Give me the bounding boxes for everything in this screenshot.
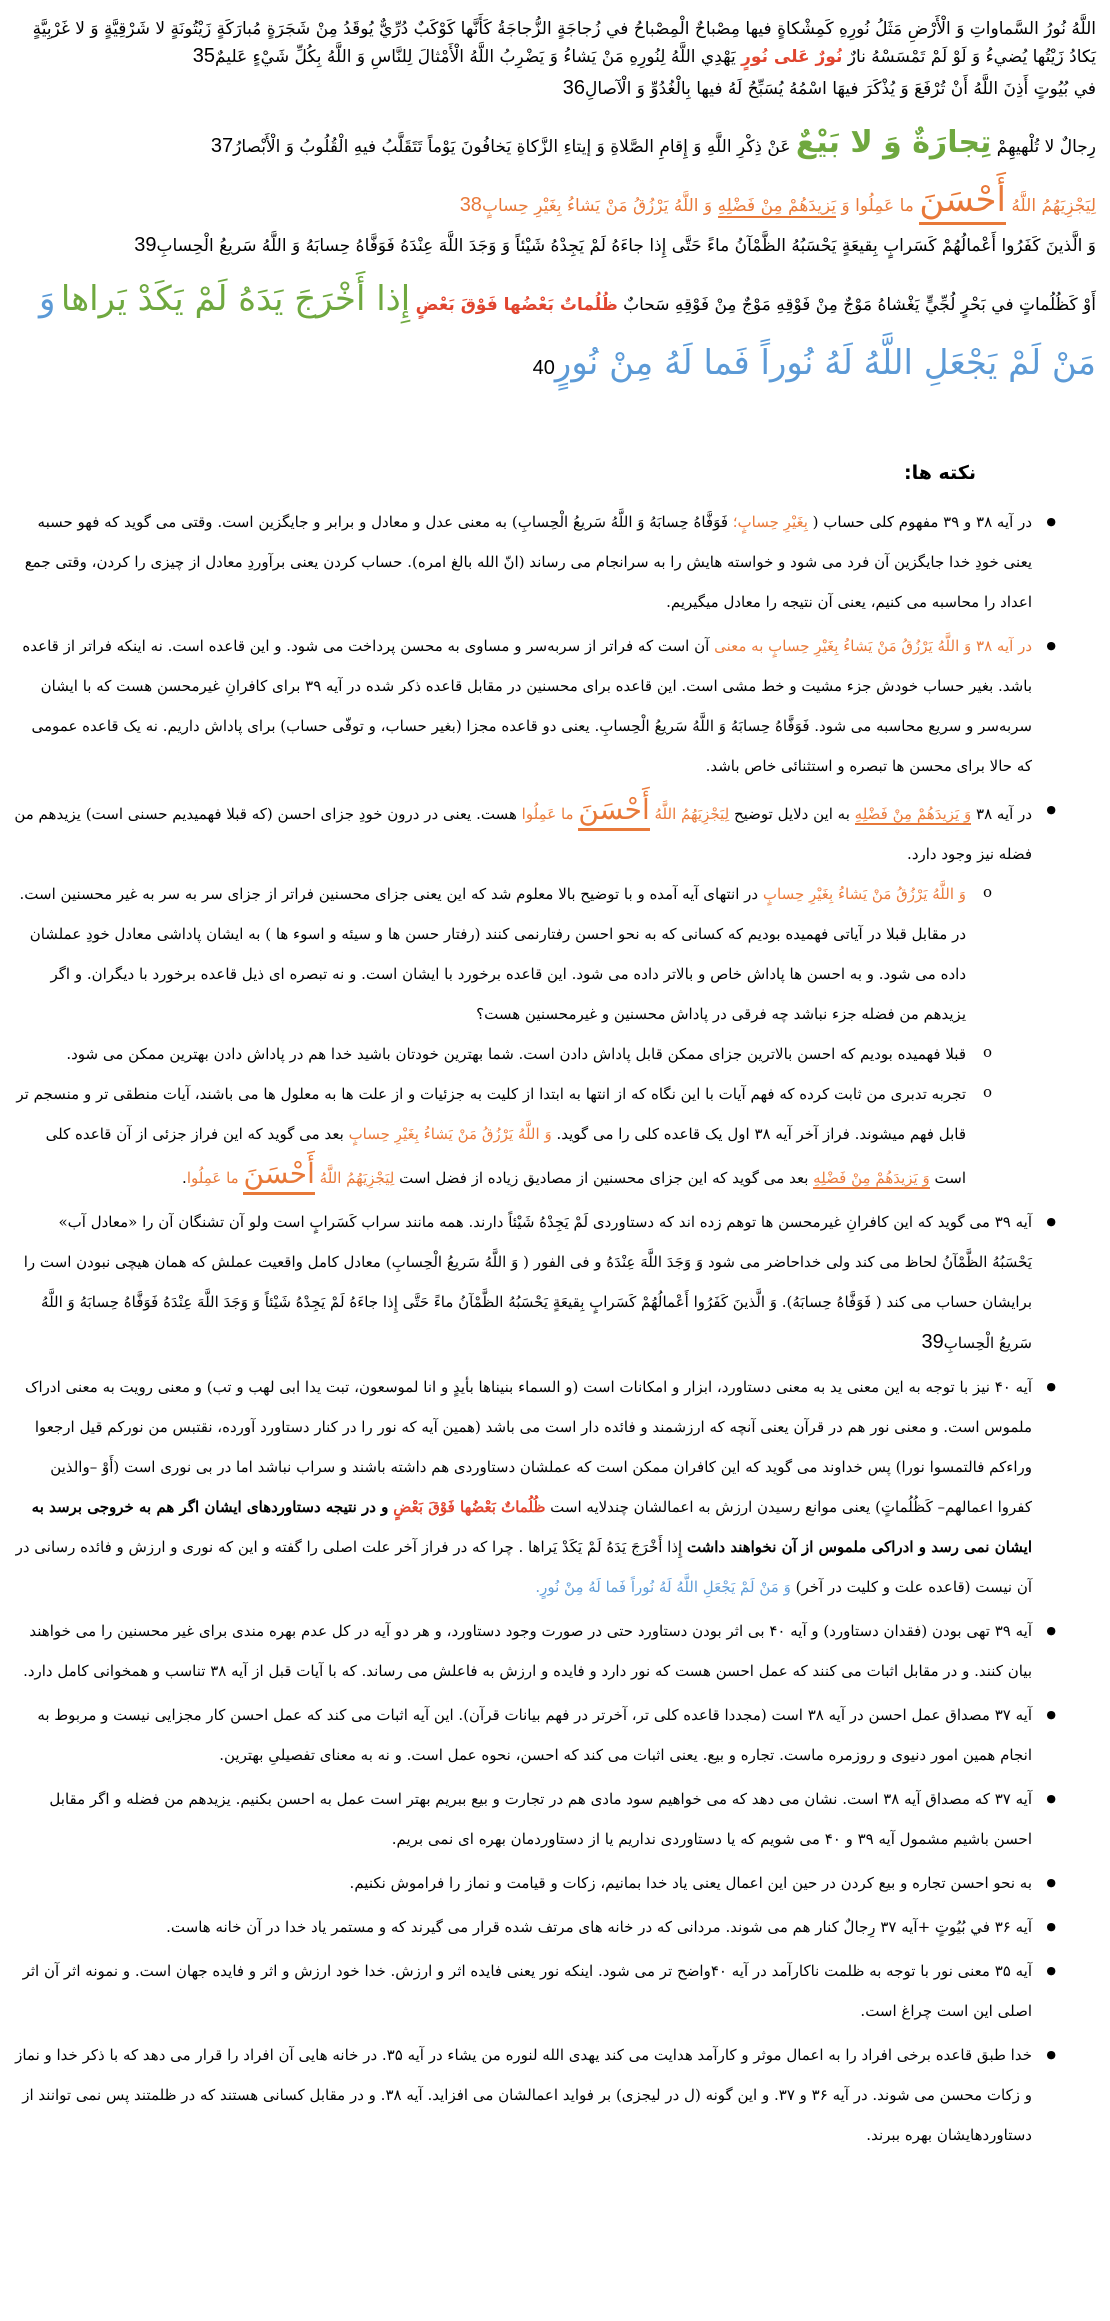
- note-text: بعد می گوید که این فراز جزئی از آن قاعده کلی است: [45, 1125, 966, 1187]
- note-quote: لِيَجْزِيَهُمُ اللَّهُ: [654, 805, 730, 823]
- note-item: [14, 1695, 1056, 1775]
- note-text: خدا طبق قاعده برخی افراد را به اعمال موثر و کارآمد هدایت می کند یهدی الله لنوره من یشاء در آیه ۳۵. در خانه هایی آن افراد را قرار می دهد که با ذکر خدا و نماز و زکات محسن می شوند. در آیه ۳۶ و ۳۷. و این گونه (ل در لیجزی) بر فواید اعمالشان می افزاید. آیه ۳۸. و در مقابل کسانی هستند که در ظلمتند پس نمی توانند از دستاوردهایشان بهره ببرند.: [15, 2046, 1032, 2144]
- note-text: هست. یعنی در درون خودِ جزای احسن (که قبلا فهمیدیم حسنی است) یزیدهم من فضله نیز وجود دارد.: [14, 805, 1032, 863]
- verse-38-text-3: وَ اللَّهُ يَرْزُقُ مَنْ يَشاءُ بِغَيْرِ حِسابٍ: [481, 196, 713, 216]
- note-item: [14, 626, 1056, 786]
- note-text: بعد می گوید که این جزای محسنین از مصادیق زیاده از فضل است: [399, 1169, 809, 1187]
- note-item: [14, 1951, 1056, 2031]
- verse-37-text-2: عَنْ ذِكْرِ اللَّهِ وَ إِقامِ الصَّلاةِ وَ إيتاءِ الزَّكاةِ يَخافُونَ يَوْماً تَتَقَلَّبُ فيهِ الْقُلُوبُ وَ الْأَبْصارُ: [233, 137, 791, 157]
- verse-38-ahsan: أَحْسَنَ: [919, 180, 1006, 225]
- verse-36-text: في‏ بُيُوتٍ أَذِنَ اللَّهُ أَنْ تُرْفَعَ وَ يُذْكَرَ فيهَا اسْمُهُ يُسَبِّحُ لَهُ فيها بِالْغُدُوِّ وَ الْآصالِ: [584, 79, 1096, 99]
- notes-heading: نکته ها:: [904, 462, 976, 484]
- note-quote: در آیه ۳۸ وَ اللَّهُ يَرْزُقُ مَنْ يَشاءُ بِغَيْرِ حِسابٍ به معنی: [714, 637, 1032, 655]
- verse-number: 36: [562, 77, 585, 99]
- verse-number: 39: [921, 1331, 944, 1353]
- note-item: [14, 790, 1056, 1198]
- note-quote-red: ظُلُماتٌ بَعْضُها فَوْقَ بَعْضٍ: [393, 1498, 546, 1516]
- note-item: [14, 502, 1056, 622]
- verse-39: [14, 232, 1096, 260]
- note-quote: ما عَمِلُوا: [186, 1169, 239, 1187]
- note-item: [14, 1202, 1056, 1363]
- note-text: تجربه تدبری من ثابت کرده که فهم آیات با این نگاه که از انتها به ابتدا از کلیت به جزئیات و از علت ها به معلول ها می باشند، آیات منطقی تر و منسجم تر قابل فهم میشوند. فراز آخر آیه ۳۸ اول یک قاعده کلی را می گوید.: [16, 1085, 966, 1143]
- note-text: آیه ۳۶ في‏ بُيُوتٍ +آیه ۳۷ رِجالٌ کنار هم می شوند. مردانی که در خانه های مرتف شده قرار می گیرند که و مستمر یاد خدا در آن خانه هاست.: [166, 1918, 1032, 1936]
- note-text: در آیه ۳۸ و ۳۹ مفهوم کلی حساب (: [812, 513, 1032, 531]
- verse-38-underlined: يَزيدَهُمْ مِنْ فَضْلِهِ: [717, 196, 837, 216]
- note-quote-blue: وَ مَنْ لَمْ يَجْعَلِ اللَّهُ لَهُ نُوراً فَما لَهُ مِنْ نُورٍ.: [535, 1578, 791, 1596]
- note-quote: وَ يَزيدَهُمْ مِنْ فَضْلِهِ: [854, 805, 972, 823]
- note-item: [14, 1907, 1056, 1947]
- note-item: [14, 1367, 1056, 1607]
- note-quote: لِيَجْزِيَهُمُ اللَّهُ: [319, 1169, 395, 1187]
- verse-35: [14, 16, 1096, 71]
- note-text: به نحو احسن تجاره و بیع کردن در حین این اعمال یعنی یاد خدا بمانیم، زکات و قیامت و نماز را فراموش نکنیم.: [349, 1874, 1032, 1892]
- note-item: [14, 1863, 1056, 1903]
- verse-36: [14, 75, 1096, 103]
- verse-40-blue: وَ مَنْ لَمْ يَجْعَلِ اللَّهُ لَهُ نُوراً فَما لَهُ مِنْ نُورٍ: [39, 279, 1096, 383]
- notes-list: [14, 502, 1096, 2155]
- note-bold-text: و در نتیجه دستاوردهای ایشان اگر هم به خروجی برسد به ایشان نمی رسد و ادراکی ملموس از آن نخواهند داشت: [31, 1498, 1032, 1556]
- sub-note-item: [14, 1074, 992, 1198]
- note-quote: وَ اللَّهُ يَرْزُقُ مَنْ يَشاءُ بِغَيْرِ حِسابٍ: [762, 885, 966, 903]
- note-item: [14, 2035, 1056, 2155]
- note-text: آیه ۳۷ که مصداق آیه ۳۸ است. نشان می دهد که می خواهیم سود مادی هم در تجارت و بیع ببریم بهتر است عمل به احسن بکنیم. یزیدهم من فضله و اگر مقابل احسن باشیم مشمول آیه ۳۹ و ۴۰ می شویم که یا دستاوردی نداریم یا از دستاوردمان بهره ای نمی بریم.: [49, 1790, 1032, 1848]
- note-text: فَوَفَّاهُ حِسابَهُ وَ اللَّهُ سَريعُ الْحِسابِ) به معنی عدل و معادل و برابر و جایگزین است. وقتی می گوید که فهو حسبه یعنی خودِ خدا جایگزین آن فرد می شود و خواسته هایش را به سرانجام می رساند (انّ الله بالغ امره). حساب کردن یعنی برآوردِ معادل از چیزی را کردن، وقتی جمع اعداد را محاسبه می کنیم، یعنی آن نتیجه را معادل میگیریم.: [24, 513, 1032, 611]
- note-ahsan: أَحْسَنَ: [578, 793, 649, 831]
- verse-38-text-2: ما عَمِلُوا وَ: [841, 196, 914, 216]
- note-quote: وَ يَزيدَهُمْ مِنْ فَضْلِهِ: [813, 1169, 930, 1187]
- verse-40-text: أَوْ كَظُلُماتٍ في‏ بَحْرٍ لُجِّيٍّ يَغْشاهُ مَوْجٌ مِنْ فَوْقِهِ مَوْجٌ مِنْ فَوْقِهِ سَحابٌ: [623, 295, 1096, 315]
- verse-35-highlight: نُورٌ عَلى‏ نُورٍ: [741, 47, 843, 67]
- note-text: آن است که فراتر از سربه‌سر و مساوی به محسن پرداخت می شود. و این قاعده است. نه اینکه فراتر از قاعده باشد. بغیر حساب خودش جزء مشیت و خط مشی است. این قاعده برای محسنین در مقابل قاعده ذکر شده در آیه ۳۹ برای کافرانِ غیرمحسن هست که با ایشان سربه‌سر و سریع محاسبه می شود. فَوَفَّاهُ حِسابَهُ وَ اللَّهُ سَريعُ الْحِسابِ. یعنی دو قاعده مجزا (بغیر حساب، و توفّی حساب) برای پاداش داریم. نه یک قاعده عمومی که حالا برای محسن ها تبصره و استثنائی خاص باشد.: [22, 637, 1032, 775]
- sub-note-item: [14, 874, 992, 1034]
- verse-number: 40: [532, 357, 555, 379]
- verse-38: [14, 180, 1096, 220]
- verse-40-green: إِذا أَخْرَجَ يَدَهُ لَمْ يَكَدْ يَراها: [60, 279, 411, 319]
- verse-37-highlight: تِجارَةٌ وَ لا بَيْعٌ: [795, 125, 992, 160]
- note-text: به این دلایل توضیح: [733, 805, 850, 823]
- note-text: در آیه ۳۸: [976, 805, 1032, 823]
- note-text: آیه ۳۹ می گوید که این کافرانِ غیرمحسن ها توهم زده اند که دستاوردی لَمْ يَجِدْهُ شَيْئاً دارند. همه مانند سراب كَسَرابٍ است ولو آن تشنگان آن را «معادل آب» يَحْسَبُهُ الظَّمْآنُ لحاظ می کند ولی خداحاضر می شود وَ وَجَدَ اللَّهَ عِنْدَهُ و فی الفور ( وَ اللَّهُ سَريعُ الْحِسابِ) معادل کامل واقعیت عملش که همان هیچی نبودن است را برایشان حساب می کند ( فَوَفَّاهُ حِسابَهُ). وَ الَّذينَ كَفَرُوا أَعْمالُهُمْ كَسَرابٍ بِقيعَةٍ يَحْسَبُهُ الظَّمْآنُ ماءً حَتَّى إِذا جاءَهُ لَمْ يَجِدْهُ شَيْئاً وَ وَجَدَ اللَّهَ عِنْدَهُ فَوَفَّاهُ حِسابَهُ وَ اللَّهُ سَريعُ الْحِسابِ: [23, 1213, 1032, 1352]
- verse-number: 38: [459, 194, 482, 216]
- note-text: آیه ۳۹ تهی بودن (فقدان دستاورد) و آیه ۴۰ بی اثر بودن دستاورد حتی در صورت وجود دستاورد، و هر دو آیه در کل عدم بهره مندی برای غیر محسنین را می خواهند بیان کنند. و در مقابل اثبات می کنند که عمل احسن هست که نور دارد و فایده و ارزش به فاعلش می رساند. که با آیات قبل از آیه ۳۸ تناسب و همخوانی کامل دارد.: [23, 1622, 1032, 1680]
- note-text: .: [182, 1169, 187, 1187]
- verse-35-text: اللَّهُ نُورُ السَّماواتِ وَ الْأَرْضِ مَثَلُ نُورِهِ كَمِشْكاةٍ فيها مِصْباحٌ الْمِصْباحُ في زُجاجَةٍ الزُّجاجَةُ كَأَنَّها كَوْكَبٌ دُرِّيٌّ يُوقَدُ مِنْ شَجَرَةٍ مُبارَكَةٍ زَيْتُونَةٍ لا شَرْقِيَّةٍ وَ لا غَرْبِيَّةٍ يَكادُ زَيْتُها يُضي‏ءُ وَ لَوْ لَمْ تَمْسَسْهُ نارٌ: [32, 19, 1096, 67]
- verse-38-text: لِيَجْزِيَهُمُ اللَّهُ: [1011, 196, 1096, 216]
- verse-35-text-2: يَهْدِي اللَّهُ لِنُورِهِ مَنْ يَشاءُ وَ يَضْرِبُ اللَّهُ الْأَمْثالَ لِلنَّاسِ وَ اللَّهُ بِكُلِّ شَيْ‏ءٍ عَليمٌ: [215, 47, 736, 67]
- verse-40-red: ظُلُماتٌ بَعْضُها فَوْقَ بَعْضٍ: [415, 295, 618, 315]
- verse-number: 37: [210, 135, 234, 157]
- note-text: در انتهای آیه آمده و با توضیح بالا معلوم شد که این یعنی جزای محسنین فراتر از جزای سر به سر به غیر محسنین است. در مقابل قبلا در آیاتی فهمیده بودیم که کسانی که به نحو احسن رفتارنمی کنند (رفتار حسن ها و سیئه و اسوء ها ) به ایشان پاداشی معادل خودِ عملشان داده می شود. و به احسن ها پاداش خاص و بالاتر داده می شود. این قاعده برخورد با ایشان است. و نه تبصره ای ذیل قاعده برخورد با دیگران. و اگر یزیدهم من فضله جزء نباشد چه فرقی در پاداش محسنین و غیرمحسنین هست؟: [19, 885, 966, 1023]
- sub-notes-list: [14, 874, 1032, 1198]
- verse-39-text: وَ الَّذينَ كَفَرُوا أَعْمالُهُمْ كَسَرابٍ بِقيعَةٍ يَحْسَبُهُ الظَّمْآنُ ماءً حَتَّى إِذا جاءَهُ لَمْ يَجِدْهُ شَيْئاً وَ وَجَدَ اللَّهَ عِنْدَهُ فَوَفَّاهُ حِسابَهُ وَ اللَّهُ سَريعُ الْحِسابِ: [156, 236, 1096, 256]
- sub-note-item: [14, 1034, 992, 1074]
- note-text: آیه ۴۰ نیز با توجه به این معنی ید به معنی دستاورد، ابزار و امکانات است (و السماء بنیناها بأیدٍ و انا لموسعون، تبت یدا ابی لهب و تب) و معنی رویت به معنی ادراک ملموس است. و معنی نور هم در قرآن یعنی آنچه که ارزشمند و فائده دار است می باشد (همین آیه که نور را در کنار دستاورد آورده، نقتبس من نورکم قیل ارجعوا وراءکم فالتمسوا نورا) پس خداوند می گوید که این کافران ممکن است که عملشان دستاوردی هم داشته باشند و سراب نباشد اما در بی نوری است (أَوْ –والذین کفروا اعمالهم– كَظُلُماتٍ) یعنی موانع رسیدن ارزش به اعمالشان چندلایه است: [25, 1378, 1032, 1516]
- verse-37-text: رِجالٌ لا تُلْهيهِمْ: [996, 137, 1096, 157]
- verse-40: [14, 270, 1096, 398]
- verse-number: 39: [134, 234, 157, 256]
- note-item: [14, 1611, 1056, 1691]
- note-text: إِذا أَخْرَجَ يَدَهُ لَمْ يَكَدْ يَراها . چرا که در فراز آخر علت اصلی را گفته و این که نوری و ارزش و فائده رسانی در آن نیست (قاعده علت و کلیت در آخر): [15, 1538, 1032, 1596]
- note-item: [14, 1779, 1056, 1859]
- verse-37: [14, 125, 1096, 161]
- note-quote: ما عَمِلُوا: [521, 805, 574, 823]
- note-text: آیه ۳۵ معنی نور با توجه به ظلمت ناکارآمد در آیه ۴۰واضح تر می شود. اینکه نور یعنی فایده اثر و ارزش. خدا خود ارزش و اثر و فایده جهان است. و نمونه اثر آن اثر اصلی این است چراغ است.: [22, 1962, 1032, 2020]
- note-text: آیه ۳۷ مصداق عمل احسن در آیه ۳۸ است (مجددا قاعده کلی تر، آخرتر در فهم بیانات قرآن). این آیه اثبات می کند که عمل احسن کار مجزایی نیست و مربوط به انجام همین امور دنیوی و روزمره ماست. تجاره و بیع. یعنی اثبات می کند که احسن، نحوه عمل است. و نه به معنای تفصیلیِ بهترین.: [37, 1706, 1032, 1764]
- note-text: قبلا فهمیده بودیم که احسن بالاترین جزای ممکن قابل پاداش دادن است. شما بهترین خودتان باشید خدا هم در پاداش دادن بهترین ممکن می شود.: [66, 1045, 966, 1063]
- note-ahsan: أَحْسَنَ: [243, 1157, 314, 1195]
- note-quote: وَ اللَّهُ يَرْزُقُ مَنْ يَشاءُ بِغَيْرِ حِسابٍ: [348, 1125, 552, 1143]
- note-quote: بِغَيْرِ حِسابٍ؛: [732, 513, 808, 531]
- verse-number: 35: [192, 45, 216, 67]
